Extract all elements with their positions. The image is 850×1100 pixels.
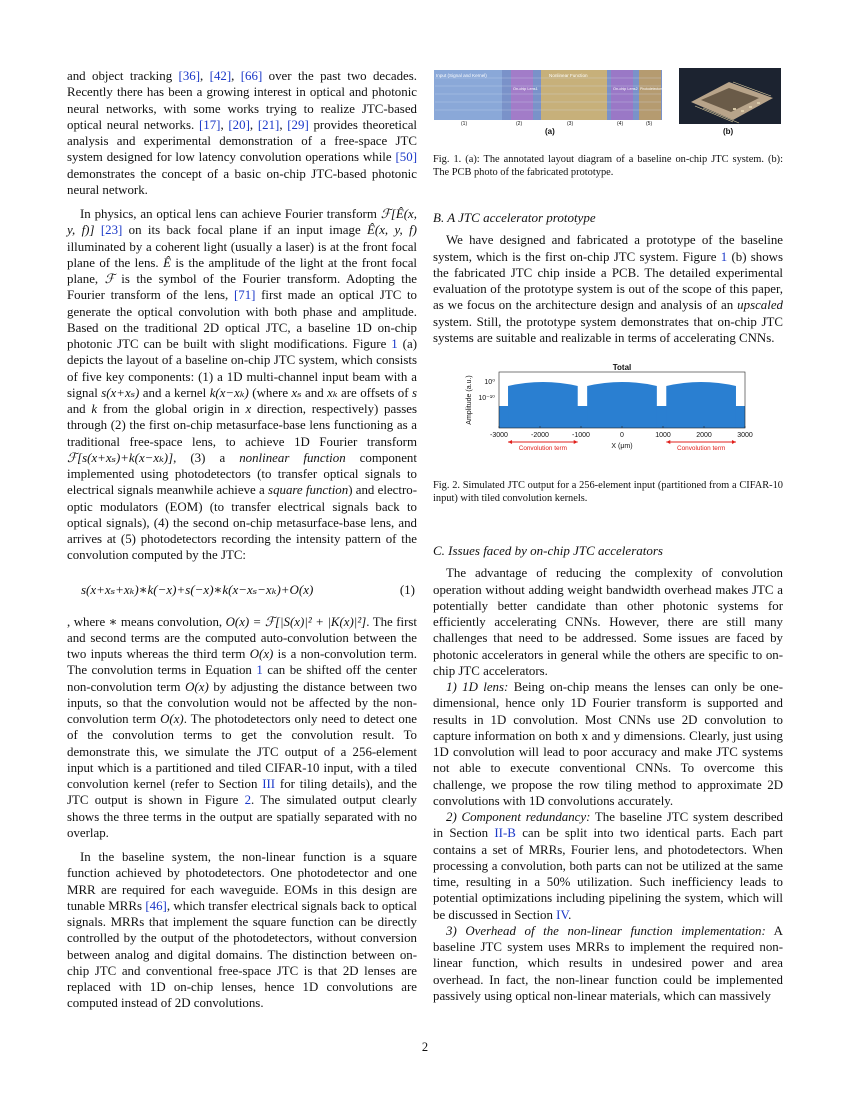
text-run: direction, respectively) passes through (2) the first on-chip metasurface-base lens functioning as a traditional free-space lens, to achieve 1D Fourier transform [67, 402, 417, 449]
block-label-nonlinear: Nonlinear Function [549, 73, 588, 78]
math-expression: Ê [163, 255, 171, 270]
math-expression: Ê(x, y, f) [367, 223, 417, 238]
panel-a-label: (a) [545, 127, 555, 136]
text-run: (a) depicts the layout of a baseline on-chip JTC system, which consists of five key components: (1) a 1D multi-channel input beam with a signal [67, 337, 417, 400]
citation-link[interactable]: [17] [198, 117, 221, 132]
citation-link[interactable]: [36] [178, 69, 201, 83]
text-run: is the symbol of the Fourier transform. Adopting the Fourier transform of the lens, [67, 272, 417, 303]
text-run: In physics, an optical lens can achieve Fourier transform [80, 207, 381, 221]
text-run: The advantage of reducing the complexity of convolution operation without adding weight bandwidth overhead makes JTC a potentially better candidate than other photonic systems for efficiently accelerating CNNs. However, there are still many challenges that need to be addressed. Some issues are faced by photonic accelerators in general while the others are specific to on-chip JTC accelerators. [433, 566, 783, 678]
math-expression: O(x) [185, 679, 209, 694]
math-expression: k(x−xₖ) [209, 385, 249, 400]
equation-number: (1) [399, 581, 415, 597]
x-tick-label: 2000 [696, 432, 712, 439]
emphasis-text: 1) 1D lens: [446, 680, 509, 694]
citation-link[interactable]: [21] [257, 117, 280, 132]
text-run: component implemented using photodetectors (to transfer optical signals to electrical signals meanwhile achieve a [67, 450, 417, 498]
text-run: on its back focal plane if an input image [122, 223, 368, 238]
x-tick-label: -3000 [490, 432, 508, 439]
paragraph [67, 68, 417, 198]
text-run: is the amplitude of the light at the front focal plane, [67, 255, 417, 286]
text-run: , which transfer electrical signals back to optical signals. MRRs that implement the square function can be directly controlled by the output of the photodetectors, without conversion between analog and digital domains. The distinction between on-chip JTC and conventional free-space JTC is that 2D lenses are replaced with 1D on-chip lenses, hence 1D convolutions are computed instead of 2D convolutions. [67, 898, 417, 1011]
paragraph [67, 614, 417, 842]
text-run: , where ∗ means convolution, [67, 614, 226, 629]
annotation-label: Convolution term [518, 445, 568, 452]
arrow-head-left [508, 440, 512, 444]
math-expression: O(x) [160, 712, 184, 726]
annotation-label: Convolution term [676, 445, 726, 452]
y-tick-label: 10⁻¹⁰ [478, 395, 495, 402]
citation-link[interactable]: [46] [145, 898, 167, 913]
math-expression: ℱ[s(x+xₛ)+k(x−xₖ)] [67, 450, 174, 465]
block-label-lens1: On-chip Lens1 [513, 87, 538, 91]
citation-link[interactable]: 1 [720, 249, 728, 264]
text-run: , [249, 117, 258, 132]
text-run: from the global origin in [97, 402, 246, 416]
citation-link[interactable]: 1 [256, 663, 263, 678]
block-label-photodetectors: Photodetectors [640, 87, 663, 91]
citation-link[interactable]: [50] [395, 150, 417, 165]
x-tick-label: 1000 [655, 432, 671, 439]
y-tick-label: 10⁰ [484, 379, 495, 386]
paragraph [433, 809, 783, 923]
text-run: Being on-chip means the lenses can only be one-dimensional, hence only 1D Fourier transform is supported and results in 1D convolution. Most CNNs use 2D convolution to capture information on both x and y dimensions. Clearly, just using 1D convolution will lead to poor accuracy and make JTC systems not able to execute conventional CNNs. To overcome this challenge, we propose the row tiling method to approximate 2D convolutions with 1D convolutions accurately. [433, 680, 784, 808]
text-run: . The first and second terms are the computed auto-convolution between the two inputs whereas the third term [67, 614, 417, 661]
text-run: (b) shows the fabricated JTC chip inside a PCB. The detailed experimental evaluation of the prototype system is out of the scope of this paper, as we focus on the architecture design and analysis of an [433, 249, 783, 313]
block-number: (2) [516, 121, 523, 127]
text-run: . The photodetectors only need to detect one of the convolution terms to get the convolution result. To demonstrate this, we simulate the JTC output of a 256-element input which is a partitioned and tiled CIFAR-10 input, with a tiled convolution kernel (refer to Section [67, 712, 417, 791]
text-run: can be shifted off the center non-convolution term [67, 663, 417, 694]
text-run: system. Still, the prototype system demonstrates that on-chip JTC systems are suitable and realizable in terms of accelerating CNNs. [433, 314, 783, 345]
math-expression: O(x) [249, 647, 274, 661]
right-column [433, 68, 783, 1004]
citation-link[interactable]: IV [556, 907, 569, 922]
text-run: . The simulated output clearly shows the three terms in the output are spatially separated with no overlap. [67, 793, 417, 840]
block-label-input: Input (Signal and Kernel) [436, 73, 487, 78]
equation-body: s(x+xₛ+xₖ)∗k(−x)+s(−x)∗k(x−xₛ−xₖ)+O(x) [81, 581, 314, 597]
math-expression: O(x) = ℱ[|S(x)|² + |K(x)|²] [225, 614, 367, 629]
citation-link[interactable]: [23] [100, 223, 123, 238]
paragraph [433, 232, 783, 346]
signal-lobe [587, 382, 657, 428]
x-tick-label: 3000 [737, 432, 753, 439]
math-expression: ℱ[Ê(x, y, f)] [67, 207, 417, 238]
paragraph [433, 679, 783, 809]
text-run: and [67, 402, 92, 416]
text-run: ) and electro-optic modulators (EOM) (to transfer electrical signals back to optical signals), (4) the second on-chip metasurface-base lens, and arrives at (5) photodetectors recording the intensity pattern of the convolution computed by the JTC: [67, 483, 417, 563]
text-run: . [568, 907, 572, 922]
chart-title: Total [612, 363, 632, 372]
figure-2-caption: Fig. 2. Simulated JTC output for a 256-element input (partitioned from a CIFAR-10 input) with tiled convolution kernels. [433, 480, 783, 504]
emphasis-text: upscaled [737, 298, 783, 313]
y-axis-label: Amplitude (a.u.) [466, 375, 473, 425]
block-label-lens2: On-chip Lens2 [613, 87, 638, 91]
arrow-head-left [666, 440, 670, 444]
text-run: and a kernel [139, 385, 210, 400]
text-run: (where [248, 385, 292, 400]
section-heading-c: C. Issues faced by on-chip JTC accelerators [433, 543, 663, 558]
block-photodetectors [639, 70, 661, 120]
text-run: We have designed and fabricated a prototype of the baseline system, which is the first on-chip JTC system. Figure [433, 233, 783, 264]
text-run: over the past two decades. Recently there has been a growing interest in optical and photonic neural networks, with some works trying to realize JTC-based optical neural networks. [67, 69, 417, 132]
citation-link[interactable]: 2 [244, 793, 252, 808]
emphasis-text: nonlinear function [239, 450, 346, 465]
citation-link[interactable]: [71] [233, 288, 256, 303]
block-number: (1) [461, 121, 468, 127]
text-run: , [220, 117, 229, 132]
equation-1 [67, 576, 417, 606]
x-tick-label: 0 [620, 432, 624, 439]
arrow-head-right [732, 440, 736, 444]
text-run: A baseline JTC system uses MRRs to implement the required non-linear function, which results in undesired power and area overhead. In fact, the non-linear function could be implemented passively using optical non-linear materials, which can massively [433, 923, 783, 1003]
text-run: , [200, 69, 210, 83]
text-run: are offsets of [337, 385, 412, 400]
section-heading-b: B. A JTC accelerator prototype [433, 210, 596, 225]
pcb-photo [679, 68, 781, 136]
x-axis-label: X (μm) [611, 443, 633, 450]
figure-2 [433, 358, 783, 474]
block-lens1 [511, 70, 533, 120]
x-tick-label: -1000 [572, 432, 590, 439]
math-expression: ℱ [104, 272, 115, 286]
paragraph [67, 849, 417, 1012]
text-run: and object tracking [67, 69, 179, 83]
text-run: for tiling details), and the JTC output is shown in Figure [67, 777, 417, 808]
paragraph [67, 206, 417, 564]
block-lens2 [611, 70, 633, 120]
figure-1-graphic [433, 68, 783, 160]
text-run: and [301, 385, 328, 400]
text-run: In the baseline system, the non-linear function is a square function achieved by photodetectors. One photodetector and one MRR are required for each waveguide. EOMs in this design are tunable MRRs [67, 850, 417, 913]
text-run: , [231, 69, 241, 83]
block-number: (5) [646, 121, 653, 127]
x-tick-label: -2000 [531, 432, 549, 439]
arrow-head-right [574, 440, 578, 444]
text-run: illuminated by a coherent light (usually a laser) is at the front focal plane of the lens. [67, 239, 417, 270]
emphasis-text: 3) Overhead of the non-linear function implementation: [446, 923, 766, 938]
citation-link[interactable]: II-B [494, 826, 516, 841]
math-expression: k [91, 402, 98, 416]
citation-link[interactable]: [29] [287, 117, 309, 132]
text-run: can be split into two identical parts. Each part contains a set of MRRs, Fourier lens, and photodetectors. When processing a convolution, both parts can not be utilized at the same time, resulting in a 50% utilization. Such inefficiency leads to potential optimizations including pipelining the system, which will be discussed in Section [433, 826, 784, 922]
math-expression: xₖ [327, 385, 338, 400]
block-number: (3) [567, 121, 574, 127]
emphasis-text: square function [268, 483, 349, 498]
math-expression: xₛ [291, 385, 302, 400]
layout-diagram [434, 70, 663, 136]
citation-link[interactable]: III [262, 777, 276, 791]
citation-link[interactable]: [66] [240, 69, 263, 83]
math-expression: s [411, 385, 418, 400]
text-run: first made an optical JTC to generate the optical convolution with both phase and amplitude. Based on the traditional 2D optical JTC, a baseline 1D on-chip photonic JTC can be built with slight modifications. Figure [67, 288, 417, 351]
text-run: is a non-convolution term. The convolution terms in Equation [67, 647, 417, 678]
text-run: , (3) a [173, 450, 240, 465]
text-run: demonstrates the concept of a basic on-chip JTC-based photonic neural network. [67, 166, 417, 197]
signal-lobe [666, 382, 736, 428]
jtc-output-chart [433, 358, 783, 474]
citation-link[interactable]: 1 [391, 337, 398, 351]
math-expression: x [245, 402, 252, 416]
text-run: by adjusting the distance between two inputs, so that the convolution would not be affected by the non-convolution term [67, 679, 418, 726]
figure-1 [433, 68, 783, 178]
paragraph [433, 923, 783, 1004]
signal-lobe [508, 382, 578, 428]
citation-link[interactable]: [42] [209, 69, 232, 83]
figure-1-caption: Fig. 1. (a): The annotated layout diagram of a baseline on-chip JTC system. (b): The PCB photo of the fabricated prototype. [433, 154, 783, 178]
panel-b-label: (b) [723, 127, 734, 136]
text-run: , [279, 117, 288, 132]
block-number: (4) [617, 121, 624, 127]
emphasis-text: 2) Component redundancy: [446, 810, 591, 824]
citation-link[interactable]: [20] [228, 117, 250, 132]
math-expression: s(x+xₛ) [101, 385, 140, 400]
paragraph [433, 565, 783, 679]
left-column [67, 68, 417, 1012]
text-run: The baseline JTC system described in Section [433, 810, 783, 841]
page-number: 2 [421, 1040, 429, 1054]
text-run: provides theoretical analysis and experimental demonstration of a free-space JTC system designed for low latency convolution operations while [67, 117, 417, 165]
